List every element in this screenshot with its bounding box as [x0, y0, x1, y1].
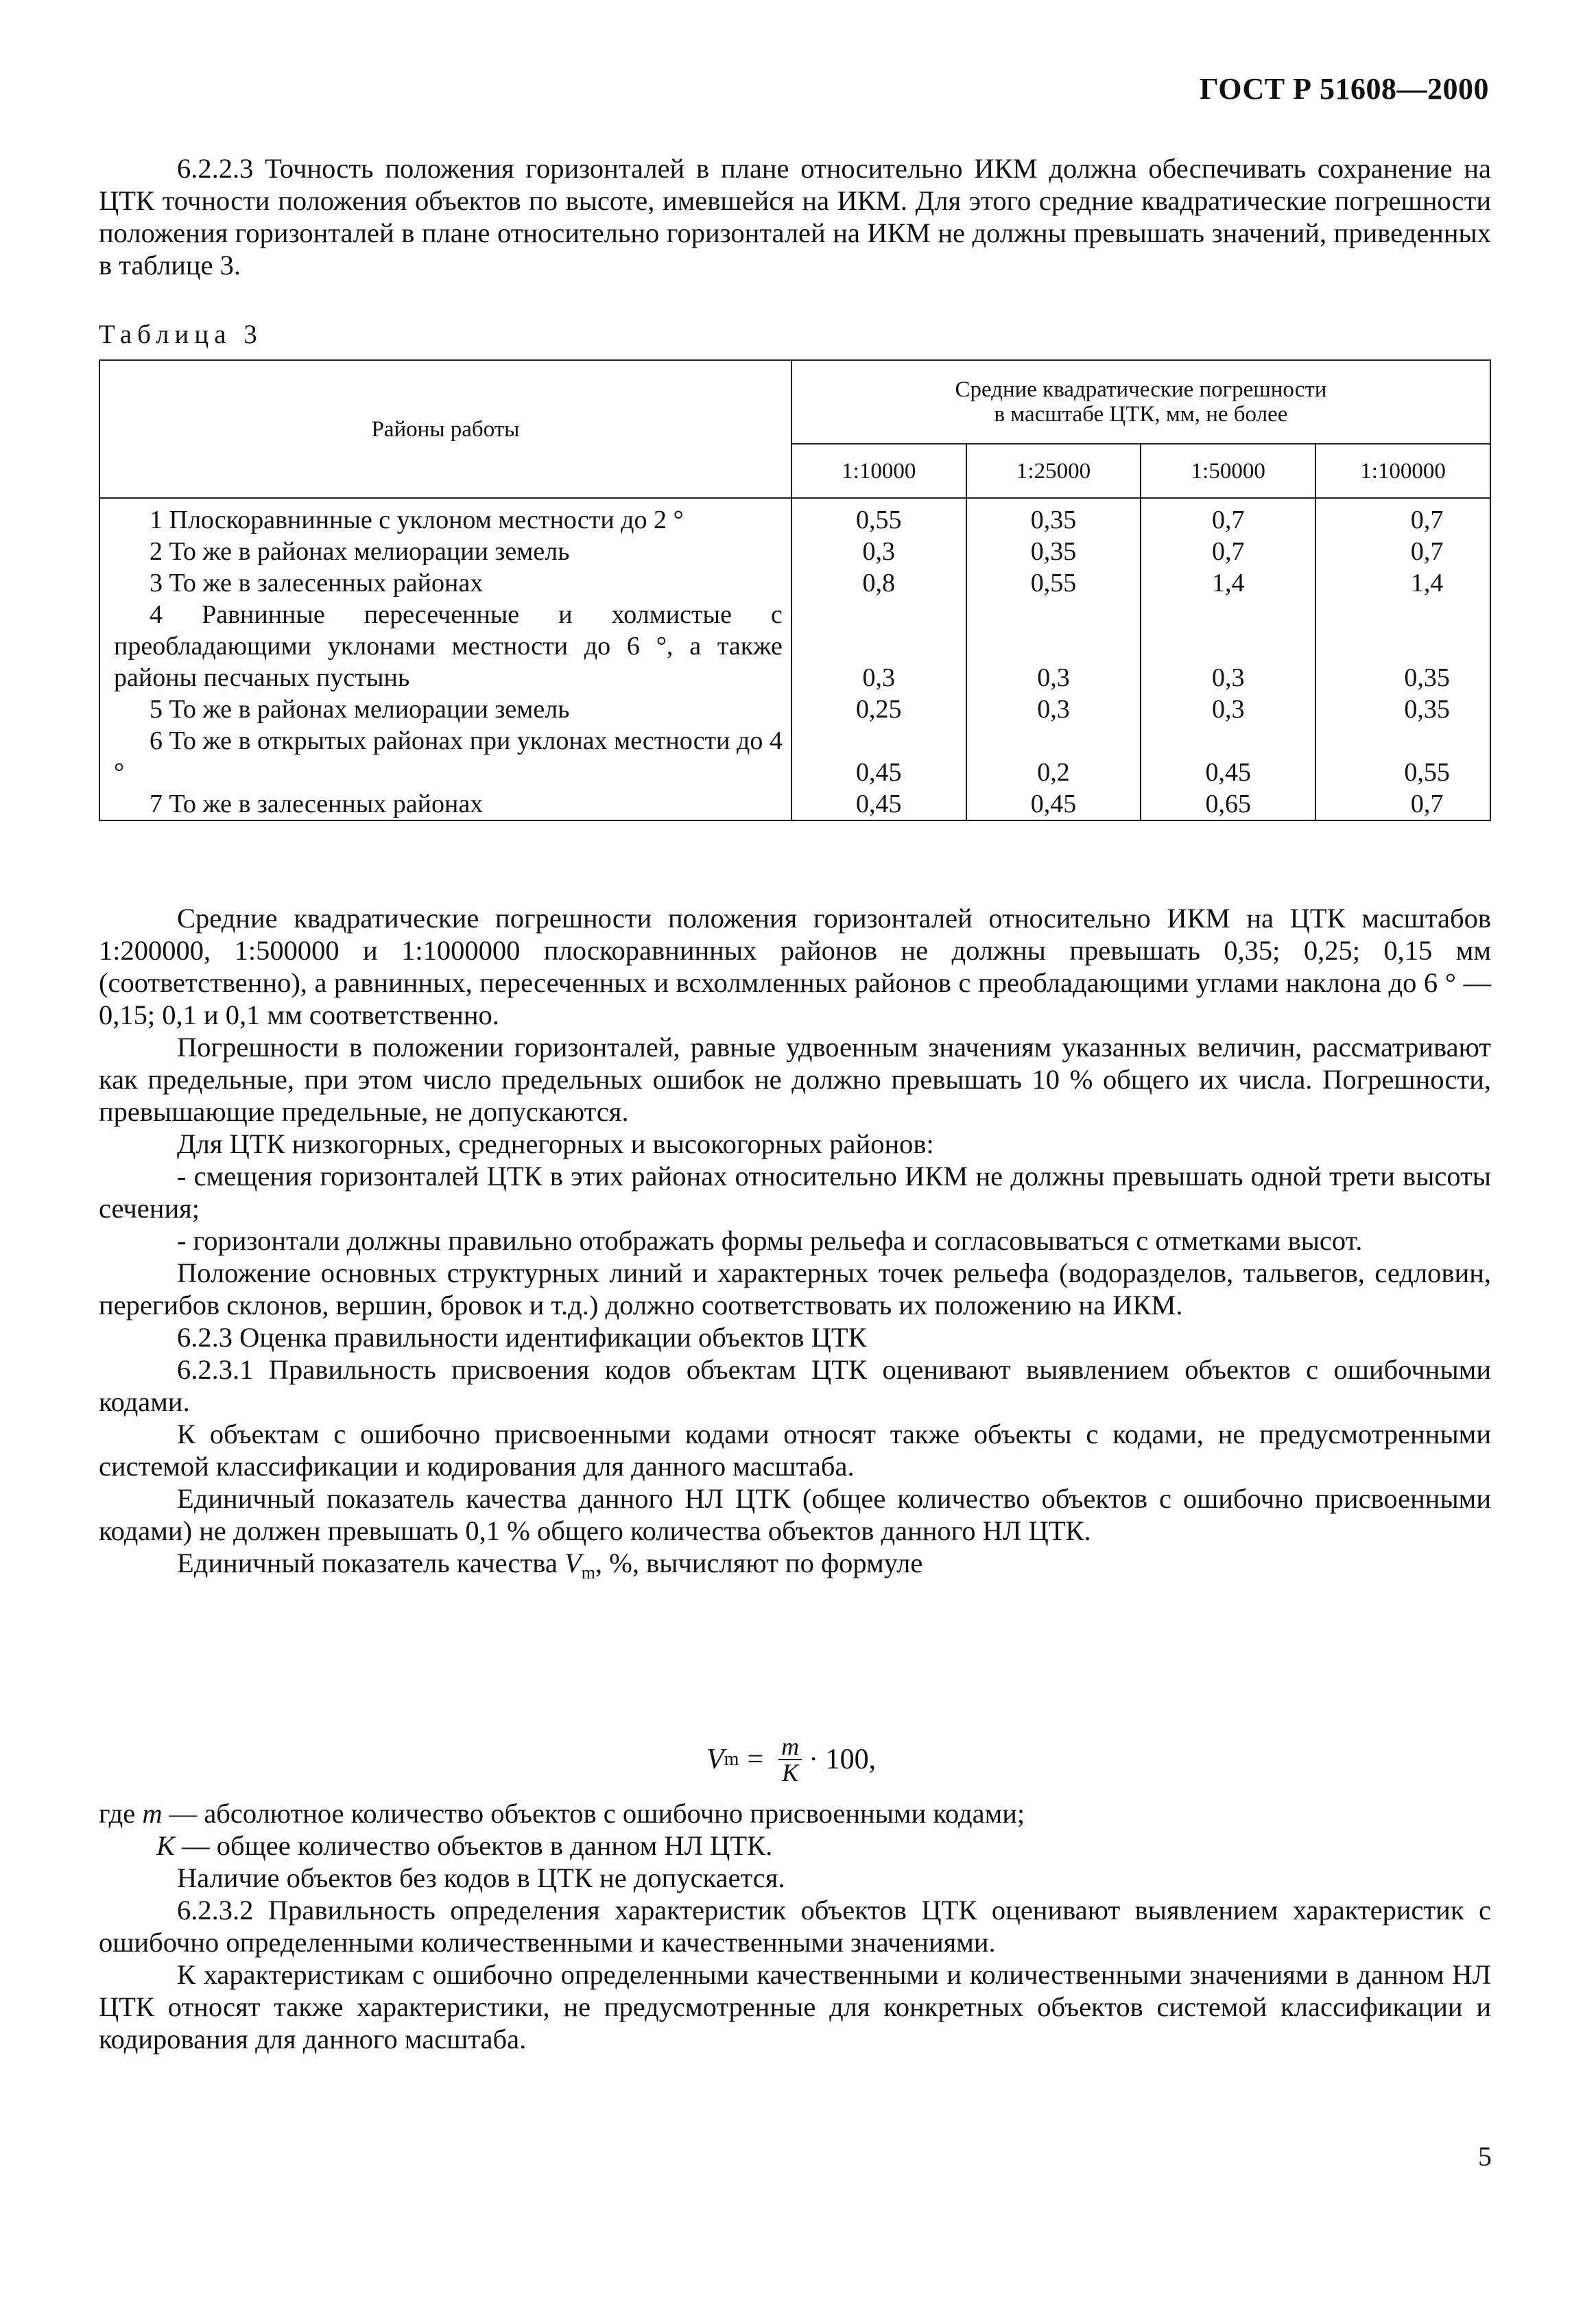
value-cell: 0,35 — [966, 536, 1141, 567]
page-number: 5 — [1478, 2141, 1492, 2172]
row-number: 4 — [150, 600, 163, 629]
region-cell — [99, 498, 791, 536]
error-group-header-line1: Средние квадратические погрешности — [955, 377, 1327, 402]
value-cell: 0,35 — [966, 498, 1141, 536]
paragraph: К объектам с ошибочно присвоенными кодами относят также объекты с кодами, не предусмотренными системой классификации и кодирования для данного масштаба. — [99, 1419, 1491, 1482]
where-word: где — [99, 1798, 136, 1829]
paragraph: К характеристикам с ошибочно определенными качественными и количественными значениями в данном НЛ ЦТК относят также характеристики, не предусмотренные для конкретных объектов системой классификации и кодирования для данного масштаба. — [99, 1959, 1491, 2055]
where-k-text: — общее количество объектов в данном НЛ ЦТК. — [182, 1830, 773, 1861]
formula-lhs-sub: m — [724, 1749, 739, 1770]
value-cell: 0,3 — [966, 599, 1141, 694]
scale-header: 1:10000 — [791, 444, 966, 498]
value-cell: 0,45 — [1141, 725, 1315, 788]
formula-intro-text: Единичный показатель качества — [177, 1548, 558, 1578]
table-row — [99, 599, 1490, 694]
value-cell: 0,45 — [791, 788, 966, 820]
paragraph: Единичный показатель качества данного НЛ ЦТК (общее количество объектов с ошибочно присвоенными кодами) не должен превышать 0,1 % общего количества объектов данного НЛ ЦТК. — [99, 1483, 1491, 1546]
value-cell: 0,7 — [1315, 536, 1490, 567]
formula-intro-tail: , %, вычисляют по формуле — [595, 1548, 923, 1578]
formula-intro-sub: m — [581, 1563, 595, 1583]
region-text: То же в залесенных районах — [169, 569, 484, 597]
quality-formula — [706, 1734, 876, 1785]
value-cell: 0,55 — [966, 567, 1141, 599]
region-cell — [99, 536, 791, 567]
paragraph — [99, 1547, 1491, 1589]
where-m-var: m — [142, 1798, 163, 1829]
value-cell: 0,8 — [791, 567, 966, 599]
value-cell: 0,45 — [791, 725, 966, 788]
scale-header: 1:25000 — [966, 444, 1141, 498]
scale-header: 1:50000 — [1141, 444, 1315, 498]
row-number: 1 — [150, 506, 163, 534]
value-cell: 0,55 — [1315, 725, 1490, 788]
paragraph: Положение основных структурных линий и характерных точек рельефа (водоразделов, тальвегов, седловин, перегибов склонов, вершин, бровок и т.д.) должно соответствовать их положению на ИКМ. — [99, 1257, 1491, 1321]
value-cell: 0,3 — [1141, 694, 1315, 725]
where-m-text: — абсолютное количество объектов с ошибочно присвоенными кодами; — [169, 1798, 1025, 1829]
row-number: 2 — [150, 537, 163, 566]
region-cell — [99, 788, 791, 820]
formula-fraction — [778, 1734, 802, 1785]
value-cell: 0,3 — [1141, 599, 1315, 694]
formula-rest: · 100, — [809, 1744, 877, 1775]
table-row — [99, 725, 1490, 788]
region-cell — [99, 599, 791, 694]
region-text: Плоскоравнинные с уклоном местности до 2 ° — [169, 506, 684, 534]
accuracy-table — [99, 359, 1491, 821]
region-cell — [99, 567, 791, 599]
where-k — [99, 1830, 1491, 1862]
row-number: 3 — [150, 569, 163, 597]
row-number: 5 — [150, 695, 163, 724]
value-cell: 0,3 — [791, 599, 966, 694]
region-text: То же в залесенных районах — [169, 790, 484, 818]
table-row — [99, 498, 1490, 536]
paragraph-6-2-2-3: 6.2.2.3 Точность положения горизонталей в плане относительно ИКМ должна обеспечивать сохранение на ЦТК точности положения объектов по высоте, имевшейся на ИКМ. Для этого средние квадратические погрешности положения горизонталей в плане относительно горизонталей на ИКМ не должны превышать значений, приведенных в таблице 3. — [99, 153, 1491, 281]
value-cell: 0,35 — [1315, 599, 1490, 694]
value-cell: 0,2 — [966, 725, 1141, 788]
region-text: Равнинные пересеченные и холмистые с преобладающими уклонами местности до 6 °, а также районы песчаных пустынь — [114, 600, 783, 692]
region-column-header: Районы работы — [99, 360, 791, 498]
region-text: То же в открытых районах при уклонах местности до 4 ° — [114, 726, 783, 787]
table-row — [99, 788, 1490, 820]
paragraph: Погрешности в положении горизонталей, равные удвоенным значениям указанных величин, рассматривают как предельные, при этом число предельных ошибок не должно превышать 10 % общего их числа. Погрешности, превышающие предельные, не допускаются. — [99, 1032, 1491, 1127]
value-cell: 0,7 — [1141, 536, 1315, 567]
intro-section — [99, 152, 1491, 281]
error-group-header — [791, 360, 1490, 444]
scale-header: 1:100000 — [1315, 444, 1490, 498]
value-cell: 0,35 — [1315, 694, 1490, 725]
value-cell: 0,65 — [1141, 788, 1315, 820]
region-text: То же в районах мелиорации земель — [169, 537, 570, 566]
document-header: ГОСТ Р 51608—2000 — [1199, 72, 1489, 106]
value-cell: 0,25 — [791, 694, 966, 725]
formula-equals: = — [747, 1744, 764, 1775]
value-cell: 0,55 — [791, 498, 966, 536]
region-cell — [99, 694, 791, 725]
paragraph: Для ЦТК низкогорных, среднегорных и высокогорных районов: — [177, 1128, 934, 1159]
paragraph: Средние квадратические погрешности положения горизонталей относительно ИКМ на ЦТК масштабов 1:200000, 1:500000 и 1:1000000 плоскоравнинных районов не должны превышать 0,35; 0,25; 0,15 мм (соответственно), а равнинных, пересеченных и всхолмленных районов с преобладающими углами наклона до 6 ° — 0,15; 0,1 и 0,1 мм соответственно. — [99, 903, 1491, 1030]
value-cell: 0,3 — [791, 536, 966, 567]
table-row — [99, 694, 1490, 725]
main-section — [99, 902, 1491, 1589]
paragraph: 6.2.3.1 Правильность присвоения кодов объектам ЦТК оценивают выявлением объектов с ошибочными кодами. — [99, 1354, 1491, 1417]
table-row — [99, 536, 1490, 567]
formula-intro-var: V — [564, 1548, 582, 1578]
error-group-header-line2: в масштабе ЦТК, мм, не более — [994, 402, 1288, 427]
formula-lhs-var: V — [706, 1744, 724, 1775]
row-number: 7 — [150, 790, 163, 818]
value-cell: 0,7 — [1315, 498, 1490, 536]
value-cell: 1,4 — [1315, 567, 1490, 599]
formula-denominator: K — [782, 1759, 799, 1786]
list-item: - смещения горизонталей ЦТК в этих районах относительно ИКМ не должны превышать одной трети высоты сечения; — [99, 1161, 1491, 1224]
after-formula-section — [99, 1797, 1491, 2055]
where-m — [99, 1797, 1491, 1830]
where-k-var: K — [156, 1830, 176, 1861]
formula-numerator: m — [778, 1734, 802, 1760]
value-cell: 1,4 — [1141, 567, 1315, 599]
value-cell: 0,7 — [1315, 788, 1490, 820]
row-number: 6 — [150, 726, 163, 755]
table-caption: Таблица 3 — [99, 320, 263, 349]
value-cell: 0,7 — [1141, 498, 1315, 536]
paragraph: Наличие объектов без кодов в ЦТК не допускается. — [177, 1862, 785, 1893]
list-item: - горизонтали должны правильно отображать формы рельефа и согласовываться с отметками высот. — [177, 1225, 1363, 1256]
value-cell: 0,3 — [966, 694, 1141, 725]
region-text: То же в районах мелиорации земель — [169, 695, 570, 724]
region-cell — [99, 725, 791, 788]
section-heading: 6.2.3 Оценка правильности идентификации объектов ЦТК — [177, 1322, 867, 1353]
table-row — [99, 567, 1490, 599]
paragraph: 6.2.3.2 Правильность определения характеристик объектов ЦТК оценивают выявлением характеристик с ошибочно определенными количественными и качественными значениями. — [99, 1895, 1491, 1958]
value-cell: 0,45 — [966, 788, 1141, 820]
